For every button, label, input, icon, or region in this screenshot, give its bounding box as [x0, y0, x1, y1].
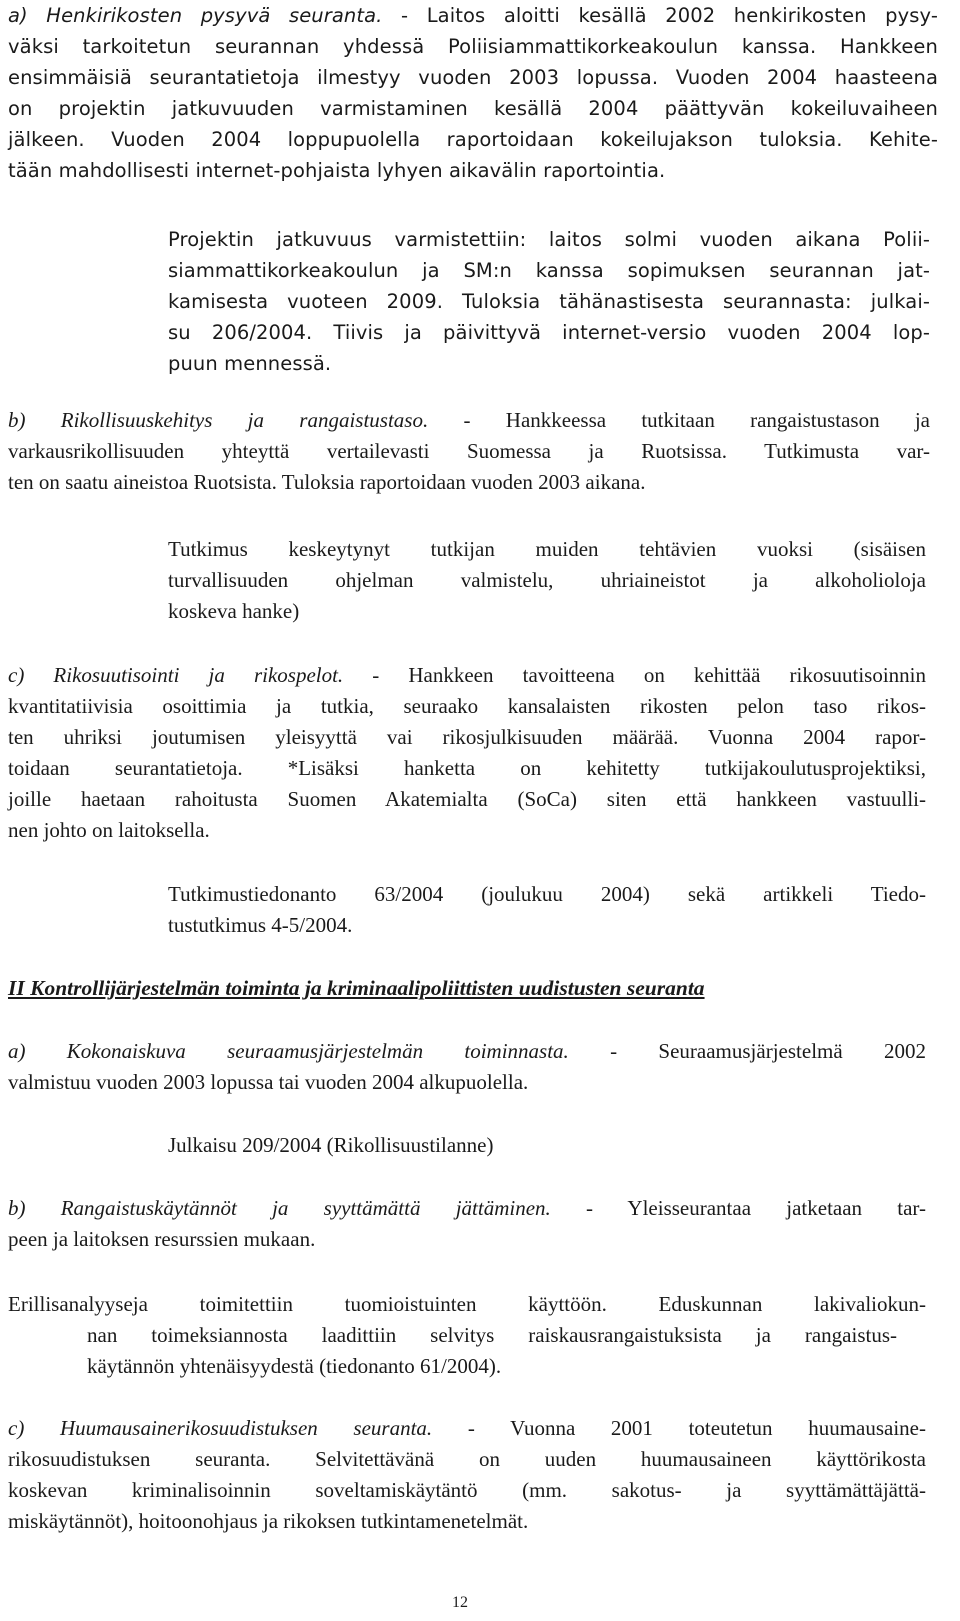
section-iib-extra-cont [87, 1320, 897, 1382]
section-iib-title: b) Rangaistuskäytännöt ja syyttämättä jättäminen. [8, 1196, 551, 1220]
section-iia-title: a) Kokonaiskuva seuraamusjärjestelmän toiminnasta. [8, 1039, 569, 1063]
section-iic-line: koskevan kriminalisoinnin soveltamiskäytäntö (mm. sakotus- ja syyttämättäjättä- [8, 1478, 926, 1502]
section-iic-line: miskäytännöt), hoitoonohjaus ja rikoksen tutkintamenetelmät. [8, 1509, 529, 1533]
section-b-note-line: turvallisuuden ohjelman valmistelu, uhriaineistot ja alkoholioloja [168, 568, 926, 592]
section-c-paragraph [8, 660, 926, 846]
section-a-note-line: kamisesta vuoteen 2009. Tuloksia tähänastisesta seurannasta: julkai- [168, 290, 930, 313]
section-a-line: - Laitos aloitti kesällä 2002 henkirikosten pysy- [382, 4, 938, 27]
section-b-line: varkausrikollisuuden yhteyttä vertailevasti Suomessa ja Ruotsissa. Tutkimusta var- [8, 439, 930, 463]
section-c-title: c) Rikosuutisointi ja rikospelot. [8, 663, 344, 687]
page-number: 12 [452, 1594, 468, 1611]
section-iib-extra-line: käytännön yhtenäisyydestä (tiedonanto 61/2004). [87, 1354, 502, 1378]
section-b-note [168, 534, 926, 627]
section-iib-extra-line: nan toimeksiannosta laadittiin selvitys raiskausrangaistuksista ja rangaistus- [87, 1323, 897, 1347]
section-a-line: on projektin jatkuvuuden varmistaminen kesällä 2004 päättyvän kokeiluvaiheen [8, 97, 938, 120]
section-b-line: - Hankkeessa tutkitaan rangaistustason ja [428, 408, 930, 432]
section-a-note [168, 224, 930, 379]
section-b-title: b) Rikollisuuskehitys ja rangaistustaso. [8, 408, 429, 432]
section-a-note-line: puun mennessä. [168, 352, 332, 375]
section-c-line: ten uhriksi joutumisen yleisyyttä vai rikosjulkisuuden määrää. Vuonna 2004 rapor- [8, 725, 926, 749]
section-a-line: tään mahdollisesti internet-pohjaista lyhyen aikavälin raportointia. [8, 159, 666, 182]
section-c-line: - Hankkeen tavoitteena on kehittää rikosuutisoinnin [343, 663, 926, 687]
section-b-paragraph [8, 405, 930, 498]
section-a-line: väksi tarkoitetun seurannan yhdessä Poliisiammattikorkeakoulun kanssa. Hankkeen [8, 35, 938, 58]
section-iic-title: c) Huumausainerikosuudistuksen seuranta. [8, 1416, 433, 1440]
section-a-line: ensimmäisiä seurantatietoja ilmestyy vuoden 2003 lopussa. Vuoden 2004 haasteena [8, 66, 938, 89]
section-a-title: a) Henkirikosten pysyvä seuranta. [8, 4, 383, 27]
section-iib-line: - Yleisseurantaa jatketaan tar- [550, 1196, 926, 1220]
section-iia-paragraph [8, 1036, 926, 1098]
section-c-note [168, 879, 926, 941]
section-iib-extra-first: Erillisanalyyseja toimitettiin tuomioistuinten käyttöön. Eduskunnan lakivaliokun- [8, 1292, 926, 1316]
section-b-note-line: Tutkimus keskeytynyt tutkijan muiden tehtävien vuoksi (sisäisen [168, 537, 926, 561]
section-iic-paragraph [8, 1413, 926, 1537]
section-iia-note [168, 1130, 868, 1161]
section-c-line: joille haetaan rahoitusta Suomen Akatemialta (SoCa) siten että hankkeen vastuulli- [8, 787, 926, 811]
section-b-note-line: koskeva hanke) [168, 599, 300, 623]
section-b-line: ten on saatu aineistoa Ruotsista. Tuloksia raportoidaan vuoden 2003 aikana. [8, 470, 646, 494]
section-a-note-line: Projektin jatkuvuus varmistettiin: laitos solmi vuoden aikana Polii- [168, 228, 930, 251]
section-a-line: jälkeen. Vuoden 2004 loppupuolella raportoidaan kokeilujakson tuloksia. Kehite- [8, 128, 938, 151]
section-ii-heading-text: II Kontrollijärjestelmän toiminta ja kriminaalipoliittisten uudistusten seuranta [8, 976, 705, 1000]
section-iib-line: peen ja laitoksen resurssien mukaan. [8, 1227, 316, 1251]
section-a-note-line: siammattikorkeakoulun ja SM:n kanssa sopimuksen seurannan jat- [168, 259, 930, 282]
section-iib-paragraph [8, 1193, 926, 1255]
section-c-line: toidaan seurantatietoja. *Lisäksi hanketta on kehitetty tutkijakoulutusprojektiksi, [8, 756, 926, 780]
section-iia-line: valmistuu vuoden 2003 lopussa tai vuoden 2004 alkupuolella. [8, 1070, 529, 1094]
section-a-paragraph [8, 0, 938, 186]
section-c-note-line: Tutkimustiedonanto 63/2004 (joulukuu 2004) sekä artikkeli Tiedo- [168, 882, 926, 906]
section-ii-heading [8, 973, 926, 1004]
section-c-line: kvantitatiivisia osoittimia ja tutkia, seuraako kansalaisten rikosten pelon taso rikos- [8, 694, 926, 718]
section-iia-note-line: Julkaisu 209/2004 (Rikollisuustilanne) [168, 1133, 494, 1157]
section-c-line: nen johto on laitoksella. [8, 818, 210, 842]
section-iic-line: rikosuudistuksen seuranta. Selvitettävänä on uuden huumausaineen käyttörikosta [8, 1447, 926, 1471]
section-iia-line: - Seuraamusjärjestelmä 2002 [568, 1039, 926, 1063]
section-iib-extra [8, 1289, 926, 1320]
section-c-note-line: tustutkimus 4-5/2004. [168, 913, 353, 937]
section-iic-line: - Vuonna 2001 toteutetun huumausaine- [432, 1416, 926, 1440]
section-a-note-line: su 206/2004. Tiivis ja päivittyvä internet-versio vuoden 2004 lop- [168, 321, 930, 344]
